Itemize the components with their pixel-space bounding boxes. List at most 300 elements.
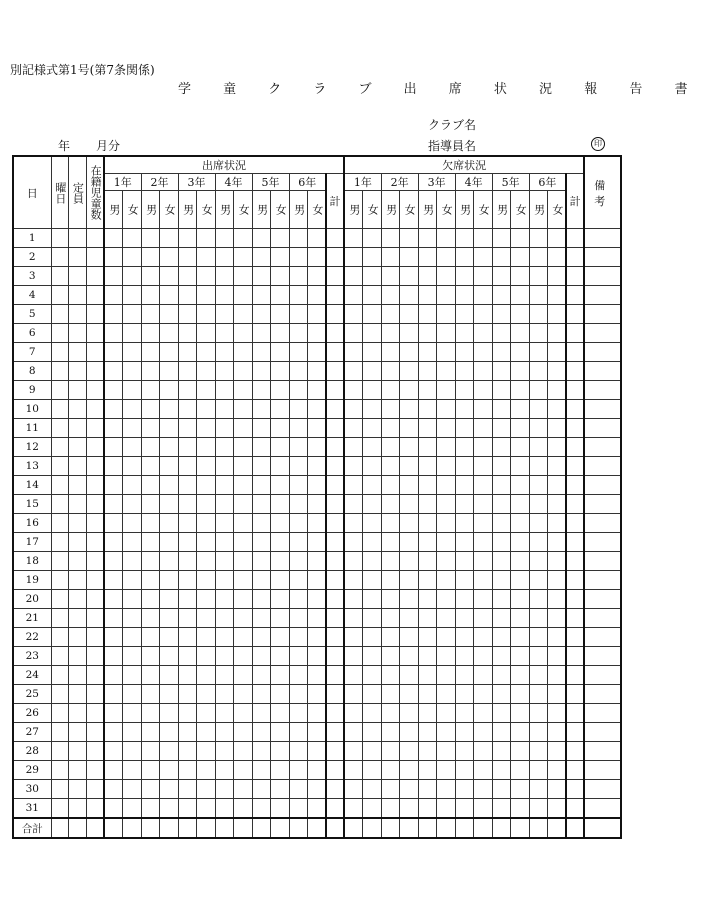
entry-cell[interactable]: [141, 799, 160, 819]
entry-cell[interactable]: [141, 685, 160, 704]
entry-cell[interactable]: [68, 533, 86, 552]
entry-cell[interactable]: [215, 533, 234, 552]
entry-cell[interactable]: [474, 571, 493, 590]
entry-cell[interactable]: [511, 324, 530, 343]
entry-cell[interactable]: [548, 685, 567, 704]
total-cell[interactable]: [326, 780, 344, 799]
total-cell[interactable]: [326, 438, 344, 457]
entry-cell[interactable]: [271, 666, 290, 685]
entry-cell[interactable]: [381, 457, 400, 476]
entry-cell[interactable]: [363, 248, 382, 267]
entry-cell[interactable]: [511, 818, 530, 838]
entry-cell[interactable]: [141, 305, 160, 324]
entry-cell[interactable]: [234, 742, 253, 761]
entry-cell[interactable]: [271, 229, 290, 248]
entry-cell[interactable]: [289, 305, 308, 324]
entry-cell[interactable]: [252, 628, 271, 647]
entry-cell[interactable]: [474, 267, 493, 286]
entry-cell[interactable]: [51, 305, 68, 324]
entry-cell[interactable]: [511, 552, 530, 571]
total-cell[interactable]: [566, 742, 584, 761]
entry-cell[interactable]: [51, 742, 68, 761]
entry-cell[interactable]: [474, 229, 493, 248]
entry-cell[interactable]: [455, 552, 474, 571]
entry-cell[interactable]: [160, 400, 179, 419]
entry-cell[interactable]: [197, 533, 216, 552]
entry-cell[interactable]: [418, 476, 437, 495]
entry-cell[interactable]: [474, 381, 493, 400]
entry-cell[interactable]: [437, 381, 456, 400]
entry-cell[interactable]: [400, 723, 419, 742]
entry-cell[interactable]: [381, 267, 400, 286]
entry-cell[interactable]: [123, 761, 142, 780]
entry-cell[interactable]: [548, 324, 567, 343]
entry-cell[interactable]: [197, 590, 216, 609]
entry-cell[interactable]: [418, 267, 437, 286]
entry-cell[interactable]: [104, 704, 123, 723]
entry-cell[interactable]: [548, 305, 567, 324]
entry-cell[interactable]: [104, 400, 123, 419]
entry-cell[interactable]: [455, 495, 474, 514]
entry-cell[interactable]: [418, 704, 437, 723]
entry-cell[interactable]: [363, 742, 382, 761]
entry-cell[interactable]: [197, 666, 216, 685]
entry-cell[interactable]: [104, 438, 123, 457]
entry-cell[interactable]: [344, 552, 363, 571]
entry-cell[interactable]: [68, 609, 86, 628]
entry-cell[interactable]: [548, 419, 567, 438]
entry-cell[interactable]: [271, 267, 290, 286]
entry-cell[interactable]: [529, 476, 548, 495]
entry-cell[interactable]: [437, 552, 456, 571]
entry-cell[interactable]: [548, 780, 567, 799]
entry-cell[interactable]: [68, 780, 86, 799]
entry-cell[interactable]: [492, 723, 511, 742]
entry-cell[interactable]: [215, 590, 234, 609]
entry-cell[interactable]: [363, 590, 382, 609]
entry-cell[interactable]: [455, 818, 474, 838]
entry-cell[interactable]: [197, 229, 216, 248]
entry-cell[interactable]: [474, 248, 493, 267]
entry-cell[interactable]: [344, 286, 363, 305]
entry-cell[interactable]: [437, 533, 456, 552]
total-cell[interactable]: [566, 571, 584, 590]
entry-cell[interactable]: [234, 229, 253, 248]
entry-cell[interactable]: [234, 514, 253, 533]
entry-cell[interactable]: [252, 818, 271, 838]
entry-cell[interactable]: [271, 723, 290, 742]
entry-cell[interactable]: [492, 666, 511, 685]
entry-cell[interactable]: [548, 476, 567, 495]
entry-cell[interactable]: [400, 666, 419, 685]
entry-cell[interactable]: [141, 571, 160, 590]
entry-cell[interactable]: [51, 248, 68, 267]
entry-cell[interactable]: [308, 495, 327, 514]
entry-cell[interactable]: [141, 457, 160, 476]
entry-cell[interactable]: [548, 438, 567, 457]
entry-cell[interactable]: [437, 571, 456, 590]
total-cell[interactable]: [566, 457, 584, 476]
entry-cell[interactable]: [474, 609, 493, 628]
entry-cell[interactable]: [418, 419, 437, 438]
entry-cell[interactable]: [529, 609, 548, 628]
remarks-cell[interactable]: [584, 818, 621, 838]
remarks-cell[interactable]: [584, 343, 621, 362]
entry-cell[interactable]: [197, 305, 216, 324]
entry-cell[interactable]: [252, 457, 271, 476]
entry-cell[interactable]: [400, 799, 419, 819]
entry-cell[interactable]: [178, 381, 197, 400]
entry-cell[interactable]: [289, 609, 308, 628]
entry-cell[interactable]: [381, 780, 400, 799]
entry-cell[interactable]: [511, 457, 530, 476]
entry-cell[interactable]: [344, 438, 363, 457]
entry-cell[interactable]: [529, 723, 548, 742]
entry-cell[interactable]: [289, 362, 308, 381]
entry-cell[interactable]: [474, 628, 493, 647]
entry-cell[interactable]: [381, 590, 400, 609]
entry-cell[interactable]: [344, 571, 363, 590]
entry-cell[interactable]: [86, 438, 104, 457]
entry-cell[interactable]: [141, 533, 160, 552]
remarks-cell[interactable]: [584, 761, 621, 780]
entry-cell[interactable]: [529, 248, 548, 267]
remarks-cell[interactable]: [584, 571, 621, 590]
total-cell[interactable]: [326, 742, 344, 761]
entry-cell[interactable]: [418, 590, 437, 609]
entry-cell[interactable]: [474, 761, 493, 780]
entry-cell[interactable]: [529, 685, 548, 704]
entry-cell[interactable]: [455, 381, 474, 400]
entry-cell[interactable]: [474, 647, 493, 666]
entry-cell[interactable]: [548, 628, 567, 647]
entry-cell[interactable]: [104, 761, 123, 780]
entry-cell[interactable]: [381, 799, 400, 819]
entry-cell[interactable]: [474, 419, 493, 438]
entry-cell[interactable]: [215, 799, 234, 819]
entry-cell[interactable]: [548, 571, 567, 590]
entry-cell[interactable]: [418, 799, 437, 819]
remarks-cell[interactable]: [584, 723, 621, 742]
entry-cell[interactable]: [141, 590, 160, 609]
entry-cell[interactable]: [234, 799, 253, 819]
entry-cell[interactable]: [492, 647, 511, 666]
entry-cell[interactable]: [400, 742, 419, 761]
entry-cell[interactable]: [344, 476, 363, 495]
entry-cell[interactable]: [68, 552, 86, 571]
entry-cell[interactable]: [400, 628, 419, 647]
entry-cell[interactable]: [363, 324, 382, 343]
entry-cell[interactable]: [308, 780, 327, 799]
entry-cell[interactable]: [160, 305, 179, 324]
entry-cell[interactable]: [123, 628, 142, 647]
entry-cell[interactable]: [197, 419, 216, 438]
remarks-cell[interactable]: [584, 609, 621, 628]
entry-cell[interactable]: [160, 571, 179, 590]
entry-cell[interactable]: [363, 571, 382, 590]
entry-cell[interactable]: [104, 818, 123, 838]
entry-cell[interactable]: [308, 666, 327, 685]
entry-cell[interactable]: [141, 628, 160, 647]
entry-cell[interactable]: [455, 533, 474, 552]
entry-cell[interactable]: [437, 742, 456, 761]
entry-cell[interactable]: [197, 457, 216, 476]
entry-cell[interactable]: [400, 229, 419, 248]
entry-cell[interactable]: [160, 248, 179, 267]
entry-cell[interactable]: [529, 666, 548, 685]
entry-cell[interactable]: [548, 704, 567, 723]
entry-cell[interactable]: [437, 495, 456, 514]
entry-cell[interactable]: [160, 457, 179, 476]
entry-cell[interactable]: [234, 628, 253, 647]
total-cell[interactable]: [326, 590, 344, 609]
entry-cell[interactable]: [178, 305, 197, 324]
entry-cell[interactable]: [455, 324, 474, 343]
entry-cell[interactable]: [363, 267, 382, 286]
entry-cell[interactable]: [474, 723, 493, 742]
remarks-cell[interactable]: [584, 666, 621, 685]
entry-cell[interactable]: [123, 457, 142, 476]
entry-cell[interactable]: [418, 552, 437, 571]
entry-cell[interactable]: [234, 438, 253, 457]
entry-cell[interactable]: [86, 685, 104, 704]
entry-cell[interactable]: [123, 647, 142, 666]
entry-cell[interactable]: [178, 286, 197, 305]
remarks-cell[interactable]: [584, 476, 621, 495]
entry-cell[interactable]: [252, 704, 271, 723]
entry-cell[interactable]: [363, 666, 382, 685]
entry-cell[interactable]: [400, 495, 419, 514]
entry-cell[interactable]: [529, 419, 548, 438]
entry-cell[interactable]: [437, 419, 456, 438]
entry-cell[interactable]: [271, 419, 290, 438]
entry-cell[interactable]: [511, 685, 530, 704]
entry-cell[interactable]: [252, 248, 271, 267]
entry-cell[interactable]: [215, 704, 234, 723]
entry-cell[interactable]: [51, 343, 68, 362]
entry-cell[interactable]: [234, 609, 253, 628]
remarks-cell[interactable]: [584, 495, 621, 514]
entry-cell[interactable]: [511, 248, 530, 267]
entry-cell[interactable]: [51, 495, 68, 514]
entry-cell[interactable]: [548, 248, 567, 267]
entry-cell[interactable]: [289, 514, 308, 533]
entry-cell[interactable]: [363, 628, 382, 647]
entry-cell[interactable]: [511, 571, 530, 590]
entry-cell[interactable]: [308, 438, 327, 457]
total-cell[interactable]: [566, 552, 584, 571]
entry-cell[interactable]: [400, 457, 419, 476]
entry-cell[interactable]: [160, 780, 179, 799]
entry-cell[interactable]: [234, 305, 253, 324]
entry-cell[interactable]: [160, 343, 179, 362]
entry-cell[interactable]: [197, 761, 216, 780]
entry-cell[interactable]: [234, 362, 253, 381]
entry-cell[interactable]: [474, 780, 493, 799]
total-cell[interactable]: [566, 609, 584, 628]
entry-cell[interactable]: [548, 514, 567, 533]
entry-cell[interactable]: [178, 552, 197, 571]
entry-cell[interactable]: [437, 362, 456, 381]
entry-cell[interactable]: [455, 780, 474, 799]
total-cell[interactable]: [326, 305, 344, 324]
entry-cell[interactable]: [308, 609, 327, 628]
entry-cell[interactable]: [381, 381, 400, 400]
entry-cell[interactable]: [381, 438, 400, 457]
entry-cell[interactable]: [271, 248, 290, 267]
entry-cell[interactable]: [344, 666, 363, 685]
entry-cell[interactable]: [548, 400, 567, 419]
entry-cell[interactable]: [400, 533, 419, 552]
entry-cell[interactable]: [51, 400, 68, 419]
entry-cell[interactable]: [86, 476, 104, 495]
entry-cell[interactable]: [437, 723, 456, 742]
entry-cell[interactable]: [141, 324, 160, 343]
entry-cell[interactable]: [68, 457, 86, 476]
entry-cell[interactable]: [474, 457, 493, 476]
entry-cell[interactable]: [123, 381, 142, 400]
entry-cell[interactable]: [160, 438, 179, 457]
entry-cell[interactable]: [548, 552, 567, 571]
entry-cell[interactable]: [141, 419, 160, 438]
entry-cell[interactable]: [215, 286, 234, 305]
entry-cell[interactable]: [418, 248, 437, 267]
entry-cell[interactable]: [51, 609, 68, 628]
entry-cell[interactable]: [252, 780, 271, 799]
entry-cell[interactable]: [104, 514, 123, 533]
entry-cell[interactable]: [289, 457, 308, 476]
entry-cell[interactable]: [104, 229, 123, 248]
total-cell[interactable]: [566, 381, 584, 400]
entry-cell[interactable]: [68, 419, 86, 438]
entry-cell[interactable]: [252, 438, 271, 457]
entry-cell[interactable]: [381, 704, 400, 723]
entry-cell[interactable]: [86, 248, 104, 267]
entry-cell[interactable]: [289, 229, 308, 248]
entry-cell[interactable]: [86, 571, 104, 590]
entry-cell[interactable]: [234, 495, 253, 514]
entry-cell[interactable]: [234, 533, 253, 552]
entry-cell[interactable]: [363, 780, 382, 799]
entry-cell[interactable]: [234, 400, 253, 419]
entry-cell[interactable]: [68, 248, 86, 267]
entry-cell[interactable]: [418, 780, 437, 799]
entry-cell[interactable]: [141, 267, 160, 286]
total-cell[interactable]: [566, 286, 584, 305]
entry-cell[interactable]: [252, 286, 271, 305]
entry-cell[interactable]: [178, 647, 197, 666]
entry-cell[interactable]: [51, 780, 68, 799]
entry-cell[interactable]: [252, 666, 271, 685]
entry-cell[interactable]: [141, 400, 160, 419]
entry-cell[interactable]: [344, 419, 363, 438]
entry-cell[interactable]: [215, 495, 234, 514]
entry-cell[interactable]: [160, 647, 179, 666]
entry-cell[interactable]: [418, 685, 437, 704]
entry-cell[interactable]: [381, 552, 400, 571]
remarks-cell[interactable]: [584, 647, 621, 666]
entry-cell[interactable]: [123, 305, 142, 324]
entry-cell[interactable]: [160, 495, 179, 514]
entry-cell[interactable]: [492, 552, 511, 571]
entry-cell[interactable]: [68, 571, 86, 590]
entry-cell[interactable]: [289, 818, 308, 838]
entry-cell[interactable]: [141, 343, 160, 362]
total-cell[interactable]: [326, 723, 344, 742]
entry-cell[interactable]: [289, 324, 308, 343]
entry-cell[interactable]: [455, 723, 474, 742]
entry-cell[interactable]: [400, 514, 419, 533]
entry-cell[interactable]: [141, 514, 160, 533]
entry-cell[interactable]: [474, 362, 493, 381]
entry-cell[interactable]: [363, 400, 382, 419]
total-cell[interactable]: [566, 400, 584, 419]
remarks-cell[interactable]: [584, 305, 621, 324]
entry-cell[interactable]: [492, 609, 511, 628]
entry-cell[interactable]: [492, 533, 511, 552]
entry-cell[interactable]: [511, 267, 530, 286]
total-cell[interactable]: [326, 533, 344, 552]
total-cell[interactable]: [326, 818, 344, 838]
entry-cell[interactable]: [474, 552, 493, 571]
entry-cell[interactable]: [381, 666, 400, 685]
entry-cell[interactable]: [289, 799, 308, 819]
entry-cell[interactable]: [455, 476, 474, 495]
entry-cell[interactable]: [197, 799, 216, 819]
entry-cell[interactable]: [197, 552, 216, 571]
remarks-cell[interactable]: [584, 533, 621, 552]
entry-cell[interactable]: [51, 723, 68, 742]
entry-cell[interactable]: [344, 248, 363, 267]
entry-cell[interactable]: [215, 438, 234, 457]
total-cell[interactable]: [566, 305, 584, 324]
entry-cell[interactable]: [529, 590, 548, 609]
entry-cell[interactable]: [51, 590, 68, 609]
entry-cell[interactable]: [289, 780, 308, 799]
entry-cell[interactable]: [455, 400, 474, 419]
entry-cell[interactable]: [474, 685, 493, 704]
entry-cell[interactable]: [400, 571, 419, 590]
entry-cell[interactable]: [271, 514, 290, 533]
entry-cell[interactable]: [437, 628, 456, 647]
entry-cell[interactable]: [68, 343, 86, 362]
remarks-cell[interactable]: [584, 362, 621, 381]
entry-cell[interactable]: [215, 628, 234, 647]
entry-cell[interactable]: [104, 666, 123, 685]
entry-cell[interactable]: [234, 818, 253, 838]
entry-cell[interactable]: [308, 419, 327, 438]
entry-cell[interactable]: [363, 343, 382, 362]
entry-cell[interactable]: [104, 476, 123, 495]
entry-cell[interactable]: [455, 438, 474, 457]
entry-cell[interactable]: [437, 704, 456, 723]
entry-cell[interactable]: [289, 704, 308, 723]
entry-cell[interactable]: [418, 666, 437, 685]
entry-cell[interactable]: [474, 533, 493, 552]
entry-cell[interactable]: [51, 457, 68, 476]
entry-cell[interactable]: [492, 590, 511, 609]
entry-cell[interactable]: [160, 552, 179, 571]
entry-cell[interactable]: [215, 552, 234, 571]
remarks-cell[interactable]: [584, 685, 621, 704]
entry-cell[interactable]: [123, 552, 142, 571]
entry-cell[interactable]: [234, 780, 253, 799]
entry-cell[interactable]: [289, 419, 308, 438]
entry-cell[interactable]: [86, 400, 104, 419]
entry-cell[interactable]: [160, 229, 179, 248]
entry-cell[interactable]: [252, 609, 271, 628]
entry-cell[interactable]: [104, 723, 123, 742]
